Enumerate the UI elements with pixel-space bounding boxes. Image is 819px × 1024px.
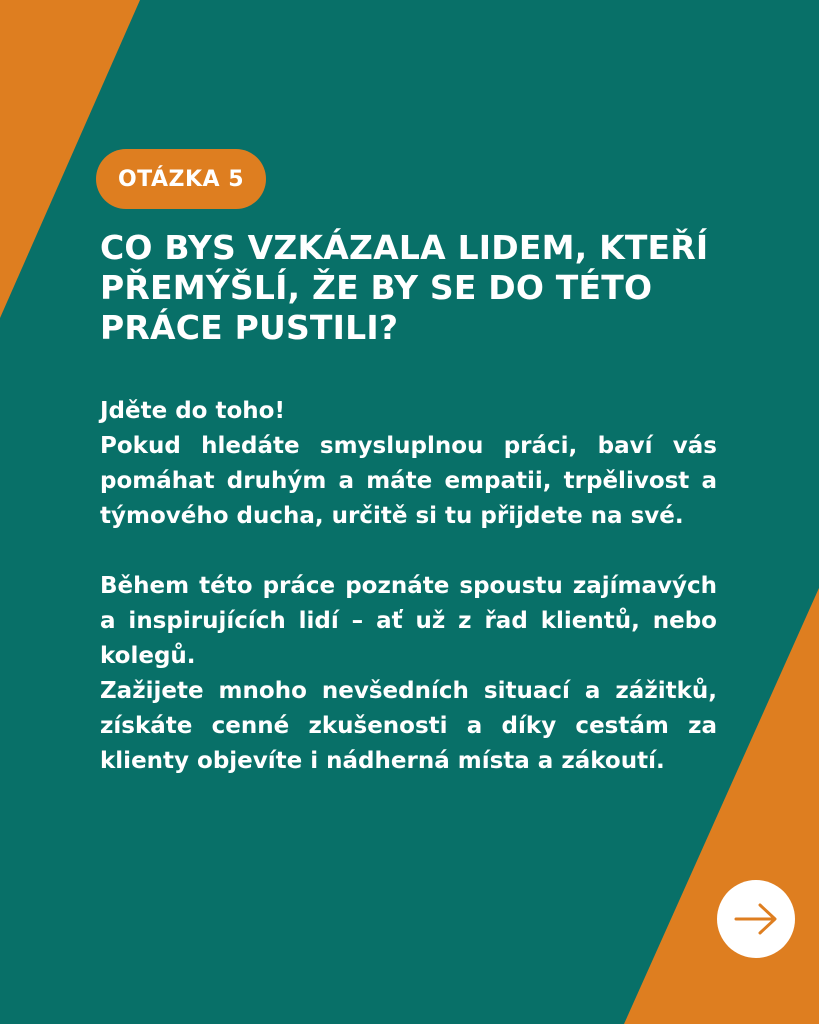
answer-paragraph: Během této práce poznáte spoustu zajímavých a inspirujících lidí – ať už z řad klientů, nebo kolegů. [100,573,717,669]
question-number-badge [96,149,266,209]
answer-paragraph: Pokud hledáte smysluplnou práci, baví vás pomáhat druhým a máte empatii, trpělivost a týmového ducha, určitě si tu přijdete na své. [100,433,717,529]
answer-paragraph: Jděte do toho! [100,398,285,424]
question-heading-line: PRÁCE PUSTILI? [100,308,399,347]
question-heading [100,228,740,348]
paragraph-spacer [100,534,717,569]
question-number-label: OTÁZKA 5 [117,166,245,192]
question-heading-line: PŘEMÝŠLÍ, ŽE BY SE DO TÉTO [100,268,653,307]
answer-paragraph: Zažijete mnoho nevšedních situací a zážitků, získáte cenné zkušenosti a díky cestám za klienty objevíte i nádherná místa a zákoutí. [100,678,717,774]
answer-text [100,394,717,779]
question-heading-line: CO BYS VZKÁZALA LIDEM, KTEŘÍ [100,228,709,267]
arrow-right-icon [733,902,779,936]
next-slide-button[interactable] [717,880,795,958]
